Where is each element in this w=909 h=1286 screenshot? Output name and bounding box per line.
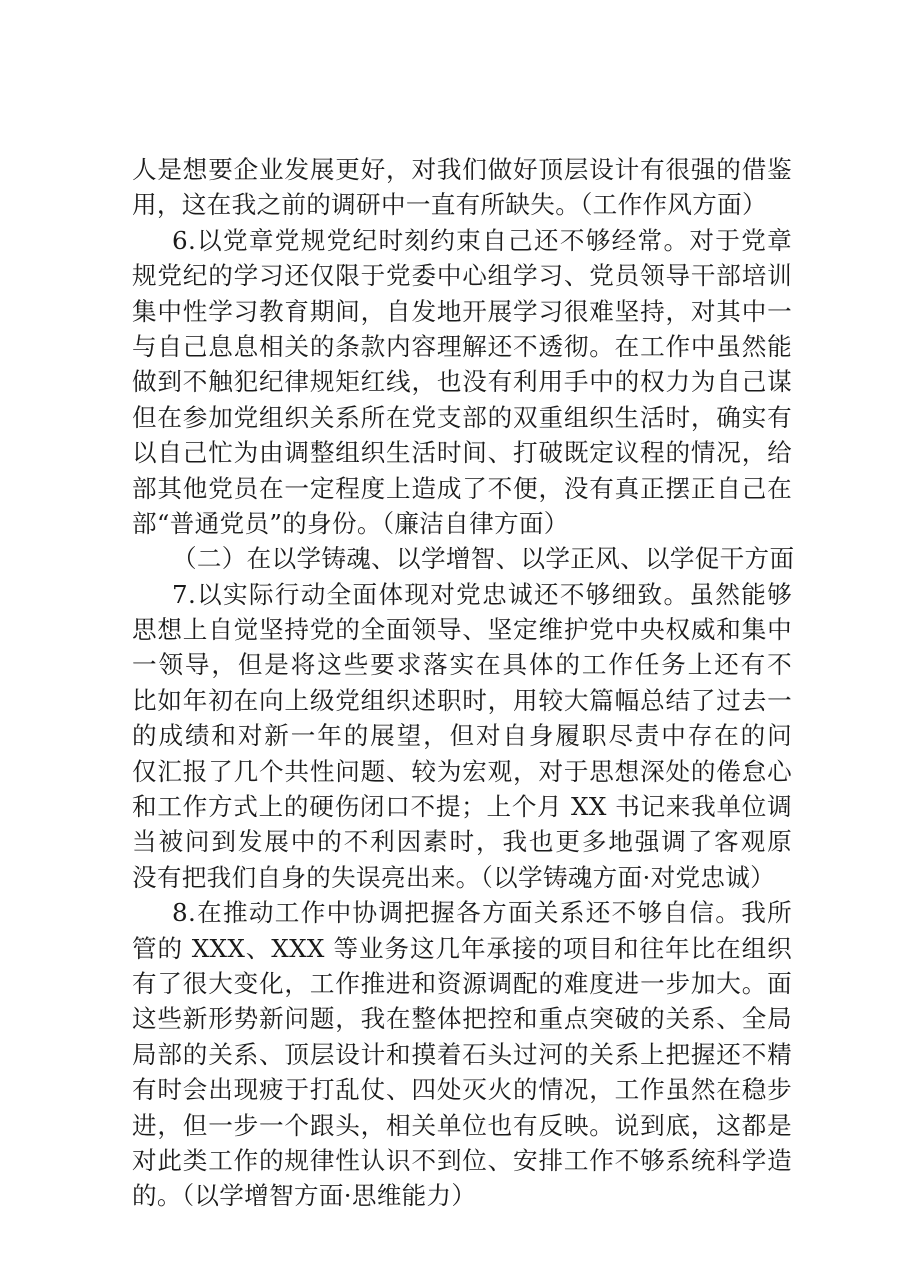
- paragraph-line: 对此类工作的规律性认识不到位、安排工作不够系统科学造: [132, 1145, 792, 1175]
- paragraph-line: 这些新形势新问题，我在整体把控和重点突破的关系、全局: [132, 1004, 792, 1034]
- paragraph-line: 的成绩和对新一年的展望，但对自身履职尽责中存在的问: [132, 721, 792, 751]
- paragraph-line: 的。（以学增智方面·思维能力）: [132, 1181, 477, 1211]
- paragraph-line: 比如年初在向上级党组织述职时，用较大篇幅总结了过去一: [132, 685, 792, 715]
- paragraph-line: 8.在推动工作中协调把握各方面关系还不够自信。我所: [172, 898, 792, 928]
- paragraph-line: 一领导，但是将这些要求落实在具体的工作任务上还有不: [132, 650, 792, 680]
- paragraph-line: 进，但一步一个跟头，相关单位也有反映。说到底，这都是: [132, 1110, 792, 1140]
- paragraph-line: 仅汇报了几个共性问题、较为宏观，对于思想深处的倦怠心: [132, 756, 792, 786]
- paragraph-line: 当被问到发展中的不利因素时，我也更多地强调了客观原: [132, 827, 792, 857]
- paragraph-line: 没有把我们自身的失误亮出来。（以学铸魂方面·对党忠诚）: [132, 862, 776, 892]
- section-heading: （二）在以学铸魂、以学增智、以学正风、以学促干方面: [172, 544, 795, 574]
- paragraph-line: 做到不触犯纪律规矩红线，也没有利用手中的权力为自己谋: [132, 367, 792, 397]
- document-body: [132, 152, 795, 1214]
- paragraph-line: 用，这在我之前的调研中一直有所缺失。（工作作风方面）: [132, 190, 767, 220]
- paragraph-line: 人是想要企业发展更好，对我们做好顶层设计有很强的借鉴: [132, 155, 792, 184]
- paragraph-line: 思想上自觉坚持党的全面领导、坚定维护党中央权威和集中: [132, 615, 792, 645]
- paragraph-line: 但在参加党组织关系所在党支部的双重组织生活时，确实有: [132, 402, 792, 432]
- paragraph-line: 局部的关系、顶层设计和摸着石头过河的关系上把握还不精: [132, 1039, 792, 1069]
- paragraph-line: 与自己息息相关的条款内容理解还不透彻。在工作中虽然能: [132, 331, 792, 361]
- paragraph-line: 和工作方式上的硬伤闭口不提；上个月 XX 书记来我单位调: [132, 792, 792, 822]
- paragraph-line: 有时会出现疲于打乱仗、四处灭火的情况，工作虽然在稳步: [132, 1075, 792, 1105]
- paragraph-line: 7.以实际行动全面体现对党忠诚还不够细致。虽然能够: [172, 579, 792, 609]
- paragraph-line: 部其他党员在一定程度上造成了不便，没有真正摆正自己在: [132, 473, 792, 503]
- paragraph-line: 集中性学习教育期间，自发地开展学习很难坚持，对其中一: [132, 296, 792, 326]
- paragraph-line: 有了很大变化，工作推进和资源调配的难度进一步加大。面: [132, 968, 792, 998]
- paragraph-line: 部“普通党员”的身份。（廉洁自律方面）: [132, 508, 569, 538]
- paragraph-line: 6.以党章党规党纪时刻约束自己还不够经常。对于党章: [172, 225, 792, 255]
- paragraph-line: 管的 XXX、XXX 等业务这几年承接的项目和往年比在组织: [132, 933, 792, 963]
- paragraph-line: 以自己忙为由调整组织生活时间、打破既定议程的情况，给: [132, 438, 792, 468]
- paragraph-line: 规党纪的学习还仅限于党委中心组学习、党员领导干部培训: [132, 261, 792, 291]
